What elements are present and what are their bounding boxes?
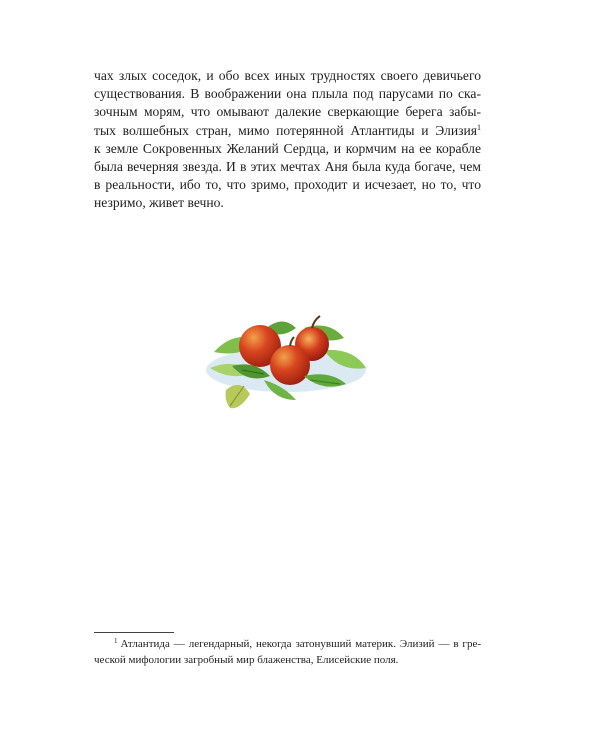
- footnote-reference[interactable]: 1: [477, 122, 481, 132]
- footnote-text: Атлантида — легендарный, некогда затонувший материк. Элизий — в гре-: [120, 638, 481, 650]
- text-line: незримо, живет вечно.: [94, 195, 224, 211]
- footnote-line: [94, 637, 481, 653]
- text-line: чах злых соседок, и обо всех иных трудностях своего девичьего: [94, 68, 481, 83]
- text-line: существования. В воображении она плыла под парусами по ска-: [94, 86, 481, 102]
- footnote-marker: 1: [114, 637, 118, 645]
- text-line-content: тых волшебных стран, мимо потерянной Атлантиды и Элизия: [94, 122, 477, 138]
- footnote-separator: [94, 632, 174, 633]
- apples-on-leaves-icon: [204, 310, 370, 414]
- footnote-line: ческой мифологии загробный мир блаженства, Елисейские поля.: [94, 653, 399, 666]
- body-paragraph: [94, 67, 481, 213]
- footnote: [94, 637, 481, 668]
- text-line: в реальности, ибо то, что зримо, проходит и исчезает, но то, что: [94, 177, 481, 193]
- text-line-with-footnote: [94, 122, 481, 140]
- text-line: к земле Сокровенных Желаний Сердца, и кормчим на ее корабле: [94, 140, 481, 156]
- text-line: была вечерняя звезда. И в этих мечтах Аня была куда богаче, чем: [94, 159, 481, 175]
- text-line: зочным морям, что омывают далекие сверкающие берега забы-: [94, 104, 481, 120]
